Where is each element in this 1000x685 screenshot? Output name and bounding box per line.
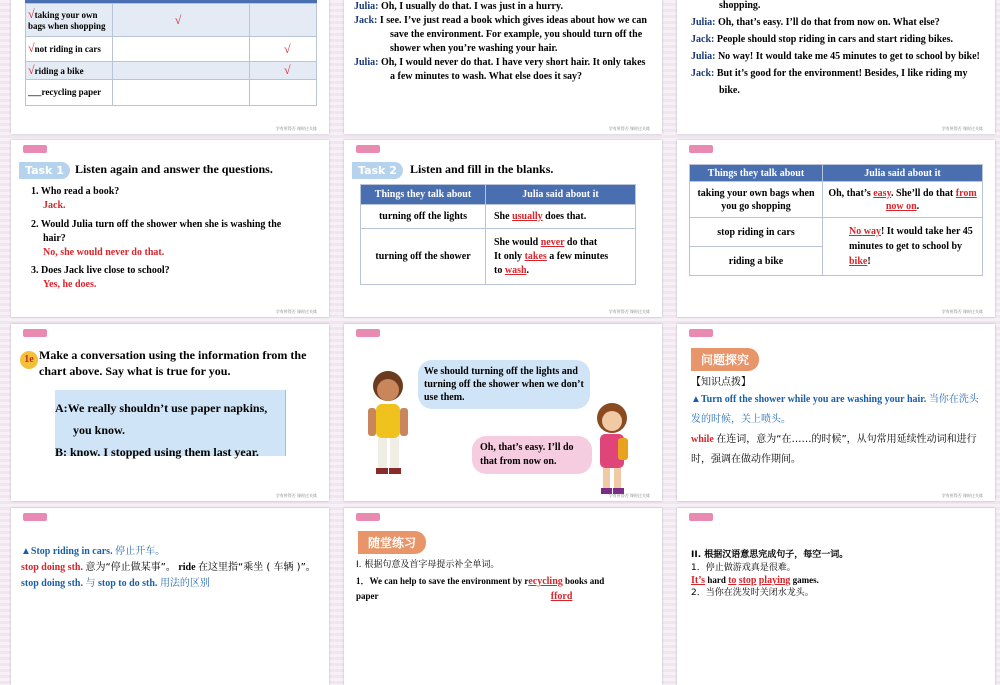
row-thing: stop riding in cars: [690, 218, 823, 247]
dialogue: [691, 0, 983, 99]
tick-mark: [250, 4, 317, 37]
tick-mark: √: [28, 6, 35, 21]
tick-mark: √: [250, 62, 317, 80]
answer: Yes, he does.: [43, 279, 97, 290]
answer-blank: bike: [849, 256, 868, 267]
column-header: Julia said about it: [823, 165, 983, 182]
dialogue-line: Julia: Oh, that’s easy. I’ll do that from now on. What else?: [691, 17, 940, 28]
grammar-note: 在连词，意为“在……的时候”，从句常用延续性动词和进行时，强调在做动作期间。: [691, 434, 977, 465]
row-thing: turning off the shower: [361, 229, 486, 285]
dialogue-line: Jack: People should stop riding in cars and start riding bikes.: [691, 34, 953, 45]
tick-mark: [112, 37, 249, 62]
question-prompt: 1．停止做游戏真是很难。: [691, 563, 796, 573]
publisher-logo: [356, 329, 380, 337]
row-label: riding a bike: [34, 65, 84, 76]
dialogue-line: Jack: But it’s good for the environment! Besides, I like riding my bike.: [691, 68, 968, 96]
publisher-logo: [689, 329, 713, 337]
answer-blank: usually: [512, 211, 543, 222]
tick-mark: √: [112, 4, 249, 37]
activity-title: Make a conversation using the information from the chart above. Say what is true for you.: [39, 348, 307, 378]
slide-6[interactable]: [677, 140, 995, 317]
slide-3[interactable]: [677, 0, 995, 134]
slide-footer: 学有所得否 课时过关练: [275, 126, 317, 131]
table-row: turning off the shower She would never do that It only takes a few minutes to wash.: [361, 229, 636, 285]
slide-9[interactable]: [677, 324, 995, 501]
answer-blank: fford: [550, 591, 573, 602]
section-tag: 随堂练习: [358, 531, 426, 554]
answer-blank: takes: [524, 250, 547, 262]
table-row: [26, 62, 317, 80]
row-label: not riding in cars: [34, 44, 101, 54]
slide-5[interactable]: [344, 140, 662, 317]
dialogue-line: shopping.: [719, 0, 761, 11]
slide-footer: 学有所得否 课时过关练: [275, 493, 317, 498]
publisher-logo: [23, 513, 47, 521]
answer-blank: No way: [849, 226, 881, 237]
conversation-line: you know.: [73, 423, 126, 437]
section-heading: 【知识点拨】: [691, 377, 751, 388]
task-title: Listen and fill in the blanks.: [410, 162, 554, 176]
slide-footer: 学有所得否 课时过关练: [608, 126, 650, 131]
slide-2[interactable]: [344, 0, 662, 134]
slide-10[interactable]: [11, 508, 329, 685]
answer-blank: stop: [738, 575, 757, 586]
table-row: [26, 37, 317, 62]
tick-mark: √: [28, 41, 35, 55]
column-header: Julia said about it: [486, 185, 636, 205]
column-header: Things they talk about: [690, 165, 823, 182]
table-row: [26, 80, 317, 106]
dialogue-line: Julia: Oh, I would never do that. I have very short hair. It only takes a few minutes to wash. What else does it say?: [354, 57, 646, 82]
tick-mark: √: [28, 62, 35, 77]
answer-blank: It’s: [691, 575, 706, 586]
tick-mark: [250, 80, 317, 106]
slide-4[interactable]: [11, 140, 329, 317]
column-header: Things they talk about: [361, 185, 486, 205]
table-row: taking your own bags when you go shopping Oh, that’s easy. She’ll do that from now on.: [690, 182, 983, 218]
answer: Jack.: [43, 200, 66, 211]
table-row: [26, 4, 317, 37]
activity-badge: 1e: [20, 351, 38, 369]
slide-footer: 学有所得否 课时过关练: [941, 309, 983, 314]
question-prompt: 2．当你在洗发时关闭水龙头。: [691, 588, 814, 598]
key-word: ride: [178, 562, 196, 573]
key-word: while: [691, 434, 714, 445]
answer: No, she would never do that.: [43, 247, 165, 258]
slide-footer: 学有所得否 课时过关练: [608, 493, 650, 498]
row-thing: riding a bike: [690, 247, 823, 276]
row-label: recycling paper: [41, 87, 102, 97]
question: 2. Would Julia turn off the shower when she is washing the hair?: [31, 219, 282, 244]
tick-mark: [112, 80, 249, 106]
speech-bubble-boy: We should turning off the lights and turning off the shower when we don’t use them.: [418, 360, 590, 409]
publisher-logo: [689, 513, 713, 521]
slide-12[interactable]: [677, 508, 995, 685]
tick-mark: √: [250, 37, 317, 62]
publisher-logo: [23, 329, 47, 337]
slide-8[interactable]: [344, 324, 662, 501]
sentence-translation: 当你在洗头发的时候，关上喷头。: [691, 394, 979, 425]
conversation-line: A:We really shouldn’t use paper napkins,: [55, 401, 268, 415]
key-phrase: stop doing sth.: [21, 562, 83, 573]
question: 1. Who read a book?: [31, 186, 120, 197]
boy-illustration: [364, 364, 412, 484]
exercise-instruction: I. 根据句意及首字母提示补全单词。: [356, 560, 500, 570]
answer-blank: wash: [504, 264, 527, 276]
tick-mark: [112, 62, 249, 80]
qa-list: [31, 185, 301, 292]
answer-blank: easy: [873, 187, 892, 199]
slide-footer: 学有所得否 课时过关练: [941, 126, 983, 131]
example-sentence: ▲Turn off the shower while you are washing your hair.: [691, 394, 927, 405]
dialogue: [354, 0, 650, 84]
speech-bubble-girl: Oh, that’s easy. I’ll do that from now on.: [472, 436, 592, 474]
answer-blank: from now on: [885, 187, 977, 212]
row-label: taking your own bags when shopping: [28, 9, 106, 31]
survey-table: [25, 3, 317, 106]
task-tag: Task 2: [352, 162, 403, 179]
question: 3. Does Jack live close to school?: [31, 265, 170, 276]
section-tag: 问题探究: [691, 348, 759, 371]
girl-illustration: [590, 400, 634, 500]
publisher-logo: [689, 145, 713, 153]
row-thing: taking your own bags when you go shopping: [690, 182, 823, 218]
slide-7[interactable]: [11, 324, 329, 501]
fill-table: [689, 164, 983, 276]
table-row: turning off the lights She usually does that.: [361, 205, 636, 229]
sentence-translation: 停止开车。: [115, 546, 166, 557]
dialogue-line: Jack: I see. I’ve just read a book which gives ideas about how we can save the environment. For example, you should turn off the shower when you’re washing your hair.: [354, 15, 647, 54]
explanation: ▲Stop riding in cars. 停止开车。 stop doing sth. 意为“停止做某事”。 ride 在这里指“乘坐 ( 车辆 )”。 stop doing sth. 与 stop to do sth. 用法的区别: [21, 546, 316, 589]
task-title: Listen again and answer the questions.: [75, 162, 273, 176]
slide-11[interactable]: [344, 508, 662, 685]
dialogue-line: Julia: Oh, I usually do that. I was just in a hurry.: [354, 1, 563, 12]
publisher-logo: [356, 513, 380, 521]
table-row: stop riding in cars No way! It would take her 45 minutes to get to school by bike!: [690, 218, 983, 247]
answer-blank: never: [540, 236, 565, 248]
answer-blank: ecycling: [528, 576, 563, 587]
answer-blank: playing: [758, 575, 791, 586]
publisher-logo: [23, 145, 47, 153]
blank-mark: ___: [28, 87, 42, 97]
slide-footer: 学有所得否 课时过关练: [608, 309, 650, 314]
slide-1[interactable]: [11, 0, 329, 134]
publisher-logo: [356, 145, 380, 153]
exercise-question: 1．We can help to save the environment by recycling books and paper fford: [356, 576, 605, 602]
dialogue-line: Julia: No way! It would take me 45 minutes to get to school by bike!: [691, 51, 980, 62]
slide-footer: 学有所得否 课时过关练: [275, 309, 317, 314]
example-sentence: ▲Stop riding in cars.: [21, 546, 113, 557]
conversation-box: [55, 390, 286, 459]
exercise-instruction: II. 根据汉语意思完成句子，每空一词。: [691, 550, 849, 560]
answer-blank: to: [728, 575, 737, 586]
explanation: [691, 390, 983, 470]
row-thing: turning off the lights: [361, 205, 486, 229]
slide-footer: 学有所得否 课时过关练: [941, 493, 983, 498]
fill-table: [360, 184, 636, 285]
task-tag: Task 1: [19, 162, 70, 179]
conversation-line: B: know. I stopped using them last year.: [55, 445, 259, 459]
exercise-question: 1．停止做游戏真是很难。 It’s hard to stop playing games. 2．当你在洗发时关闭水龙头。: [691, 562, 983, 599]
